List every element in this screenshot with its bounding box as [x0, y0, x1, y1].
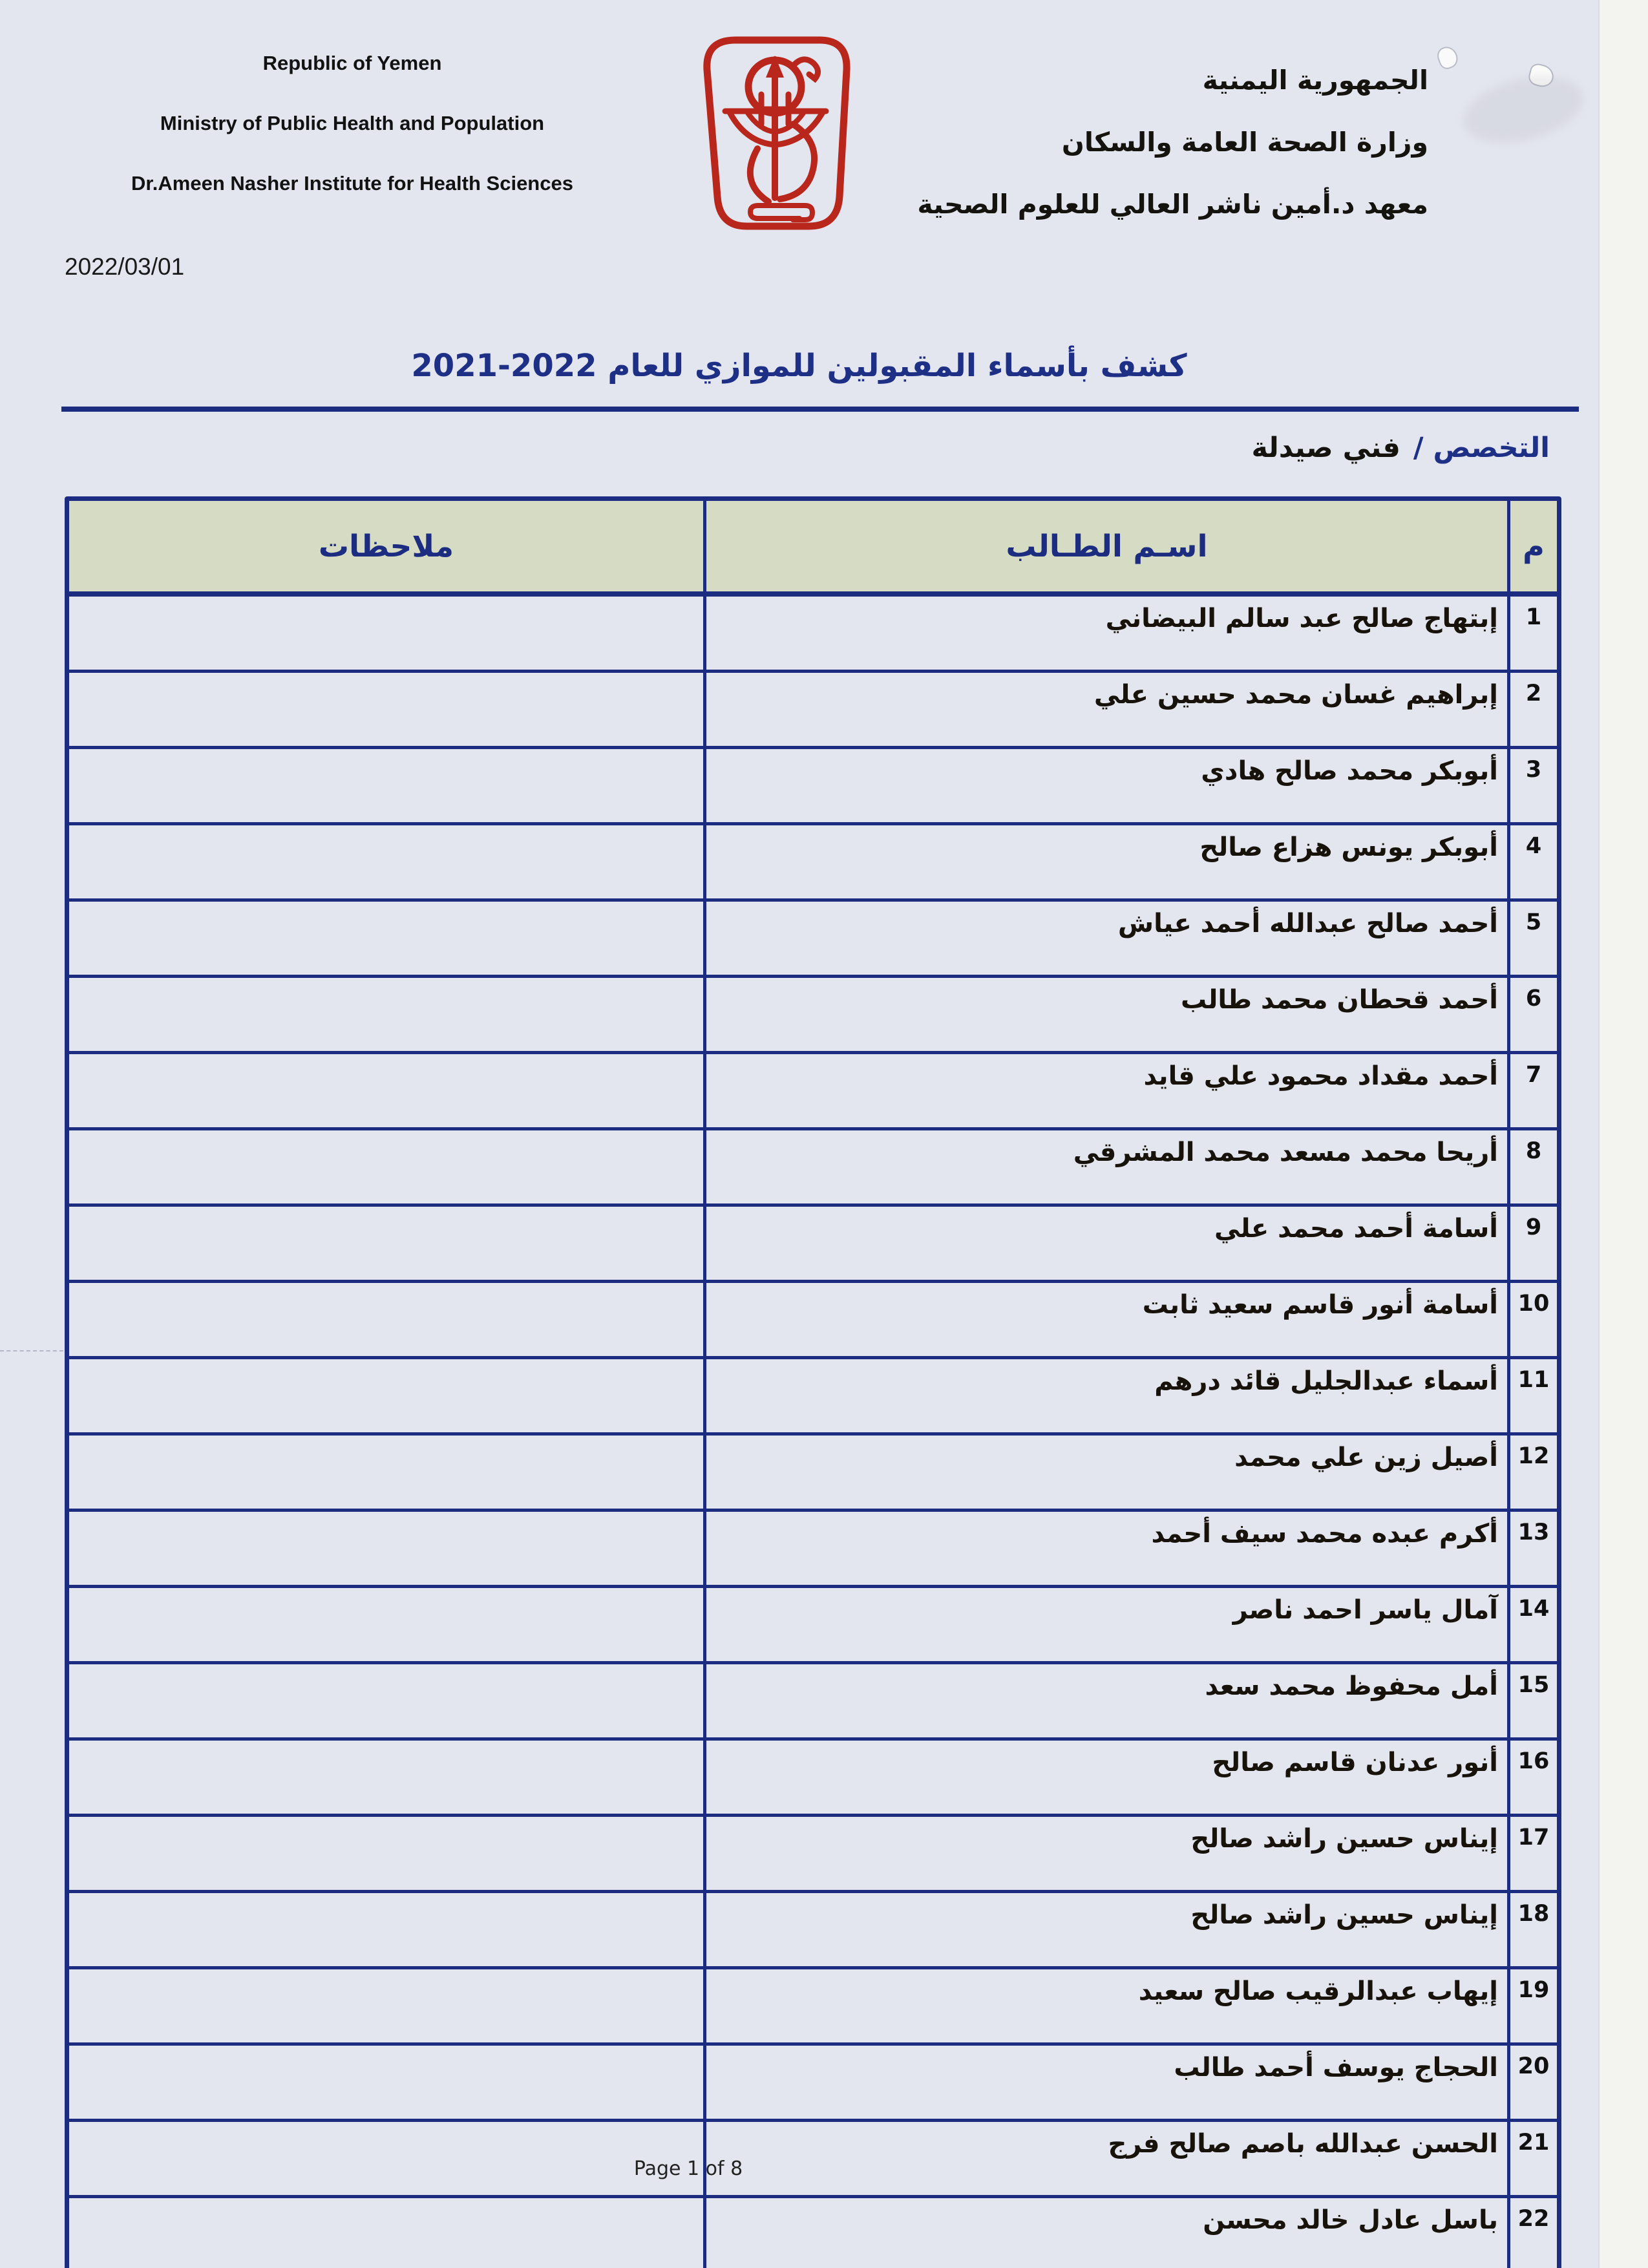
row-number: 5 — [1510, 902, 1557, 978]
institute-name-ar: معهد د.أمين ناشر العالي للعلوم الصحية — [917, 189, 1428, 220]
notes-cell — [69, 1588, 706, 1664]
student-name: أنور عدنان قاسم صالح — [706, 1741, 1510, 1817]
table-row — [69, 1359, 1557, 1436]
table-row — [69, 1054, 1557, 1130]
table-row — [69, 1512, 1557, 1588]
paper-speck-artifact — [1435, 44, 1461, 71]
row-number: 20 — [1510, 2046, 1557, 2122]
table-row — [69, 978, 1557, 1054]
institute-name-en: Dr.Ameen Nasher Institute for Health Sciences — [131, 172, 573, 195]
row-number: 3 — [1510, 749, 1557, 825]
country-name-en: Republic of Yemen — [262, 52, 442, 74]
row-number: 8 — [1510, 1130, 1557, 1207]
row-number: 15 — [1510, 1664, 1557, 1741]
notes-cell — [69, 1664, 706, 1741]
notes-cell — [69, 978, 706, 1054]
notes-cell — [69, 597, 706, 673]
table-row — [69, 1969, 1557, 2046]
notes-cell — [69, 1893, 706, 1969]
row-number: 18 — [1510, 1893, 1557, 1969]
student-name: أريحا محمد مسعد محمد المشرقي — [706, 1130, 1510, 1207]
row-number: 2 — [1510, 673, 1557, 749]
row-number: 6 — [1510, 978, 1557, 1054]
row-number: 4 — [1510, 825, 1557, 902]
table-row — [69, 825, 1557, 902]
table-row — [69, 1664, 1557, 1741]
column-header-student-name: اسـم الطـالب — [706, 501, 1510, 597]
student-name: الحسن عبدالله باصم صالح فرج — [706, 2122, 1510, 2198]
country-name-ar: الجمهورية اليمنية — [1202, 65, 1428, 96]
student-name: أحمد قحطان محمد طالب — [706, 978, 1510, 1054]
student-name: باسل عادل خالد محسن — [706, 2198, 1510, 2268]
table-row — [69, 673, 1557, 749]
letterhead-arabic — [782, 65, 1428, 251]
letterhead-english — [94, 52, 611, 232]
row-number: 13 — [1510, 1512, 1557, 1588]
notes-cell — [69, 1741, 706, 1817]
student-name: إيناس حسين راشد صالح — [706, 1893, 1510, 1969]
students-table — [65, 496, 1561, 2268]
row-number: 10 — [1510, 1283, 1557, 1359]
student-name: أبوبكر محمد صالح هادي — [706, 749, 1510, 825]
student-name: أسامة أنور قاسم سعيد ثابت — [706, 1283, 1510, 1359]
row-number: 1 — [1510, 597, 1557, 673]
table-row — [69, 2046, 1557, 2122]
column-header-notes: ملاحظات — [69, 501, 706, 597]
table-row — [69, 1741, 1557, 1817]
row-number: 9 — [1510, 1207, 1557, 1283]
row-number: 19 — [1510, 1969, 1557, 2046]
student-name: أبوبكر يونس هزاع صالح — [706, 825, 1510, 902]
notes-cell — [69, 1817, 706, 1893]
table-row — [69, 1817, 1557, 1893]
ministry-name-en: Ministry of Public Health and Population — [160, 112, 545, 134]
student-name: إبراهيم غسان محمد حسين علي — [706, 673, 1510, 749]
row-number: 7 — [1510, 1054, 1557, 1130]
title-divider-rule — [61, 407, 1579, 412]
scan-fold-line-artifact — [0, 1350, 63, 1351]
student-name: إيناس حسين راشد صالح — [706, 1817, 1510, 1893]
student-name: الحجاج يوسف أحمد طالب — [706, 2046, 1510, 2122]
notes-cell — [69, 902, 706, 978]
table-row — [69, 1588, 1557, 1664]
students-table-wrapper — [65, 496, 1561, 2268]
scanner-edge-strip — [1598, 0, 1648, 2268]
document-date: 2022/03/01 — [65, 253, 185, 280]
table-header — [69, 501, 1557, 597]
table-row — [69, 1893, 1557, 1969]
column-header-number: م — [1510, 501, 1557, 597]
notes-cell — [69, 749, 706, 825]
table-row — [69, 2198, 1557, 2268]
row-number: 12 — [1510, 1436, 1557, 1512]
table-row — [69, 902, 1557, 978]
document-title: كشف بأسماء المقبولين للموازي للعام 2022-2021 — [411, 348, 1187, 384]
notes-cell — [69, 1130, 706, 1207]
notes-cell — [69, 1436, 706, 1512]
student-name: آمال ياسر احمد ناصر — [706, 1588, 1510, 1664]
table-row — [69, 1283, 1557, 1359]
student-name: أمل محفوظ محمد سعد — [706, 1664, 1510, 1741]
student-name: إبتهاج صالح عبد سالم البيضاني — [706, 597, 1510, 673]
row-number: 21 — [1510, 2122, 1557, 2198]
row-number: 22 — [1510, 2198, 1557, 2268]
student-name: إيهاب عبدالرقيب صالح سعيد — [706, 1969, 1510, 2046]
page-number-footer: Page 1 of 8 — [633, 2157, 743, 2180]
table-row — [69, 1436, 1557, 1512]
scan-smudge-artifact — [1456, 65, 1590, 154]
notes-cell — [69, 1054, 706, 1130]
notes-cell — [69, 1283, 706, 1359]
notes-cell — [69, 2046, 706, 2122]
specialization-value: فني صيدلة — [1251, 432, 1400, 464]
student-name: أحمد مقداد محمود علي قايد — [706, 1054, 1510, 1130]
notes-cell — [69, 673, 706, 749]
notes-cell — [69, 1969, 706, 2046]
notes-cell — [69, 1359, 706, 1436]
row-number: 16 — [1510, 1741, 1557, 1817]
table-row — [69, 1207, 1557, 1283]
table-row — [69, 1130, 1557, 1207]
table-row — [69, 597, 1557, 673]
row-number: 17 — [1510, 1817, 1557, 1893]
student-name: أكرم عبده محمد سيف أحمد — [706, 1512, 1510, 1588]
student-rows — [69, 597, 1557, 2268]
student-name: أحمد صالح عبدالله أحمد عياش — [706, 902, 1510, 978]
row-number: 11 — [1510, 1359, 1557, 1436]
notes-cell — [69, 1207, 706, 1283]
ministry-name-ar: وزارة الصحة العامة والسكان — [1061, 127, 1428, 158]
notes-cell — [69, 825, 706, 902]
notes-cell — [69, 1512, 706, 1588]
notes-cell — [69, 2198, 706, 2268]
header-row — [69, 501, 1557, 597]
table-row — [69, 749, 1557, 825]
row-number: 14 — [1510, 1588, 1557, 1664]
student-name: أسماء عبدالجليل قائد درهم — [706, 1359, 1510, 1436]
specialization-line — [1252, 432, 1550, 464]
specialization-label: التخصص / — [1413, 432, 1550, 464]
student-name: أصيل زين علي محمد — [706, 1436, 1510, 1512]
student-name: أسامة أحمد محمد علي — [706, 1207, 1510, 1283]
